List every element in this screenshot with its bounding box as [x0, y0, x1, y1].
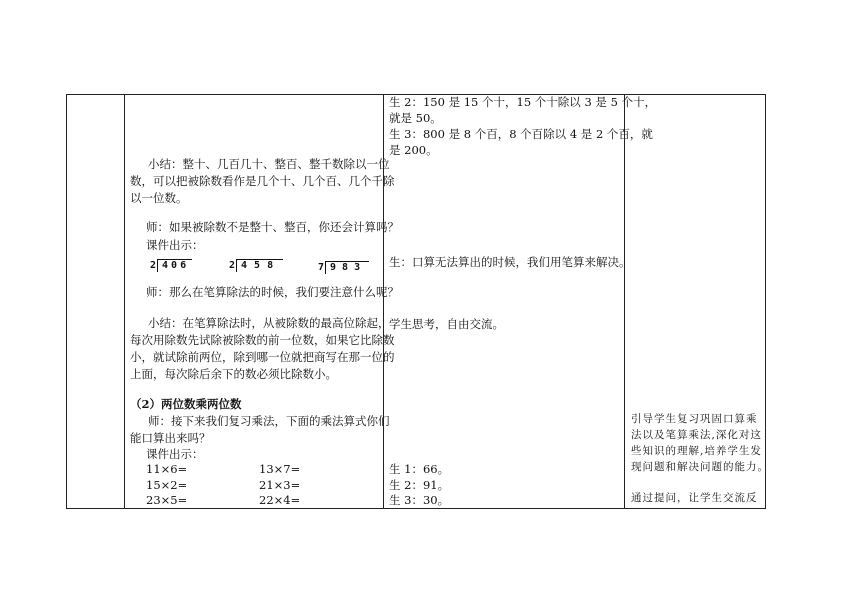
teacher-question-3-line2: 能口算出来吗？ [130, 431, 211, 445]
summary2-line4: 上面，每次除后余下的数必须比除数小。 [130, 367, 337, 381]
equation-5: 23×5= [146, 493, 188, 507]
teacher-question-3-line1: 师：接下来我们复习乘法，下面的乘法算式你们 [148, 414, 390, 428]
summary2-line3: 小，就试除前两位，除到哪一位就把商写在那一位的 [130, 350, 395, 364]
long-division-3 [318, 261, 369, 274]
summary1-line1: 小结：整十、几百几十、整百、整千数除以一位 [148, 157, 390, 171]
design-intent-line2: 法以及笔算乘法,深化对这 [631, 429, 762, 441]
summary2-line2: 每次用除数先试除被除数的前一位数，如果它比除数 [130, 333, 395, 347]
table-bottom-border [66, 508, 766, 509]
section-2-title: （2）两位数乘两位数 [130, 397, 242, 411]
dividend: 983 [325, 261, 369, 274]
equation-2: 13×7= [259, 462, 301, 476]
col-border-4 [765, 94, 766, 509]
design-intent-line1: 引导学生复习巩固口算乘 [631, 413, 758, 425]
col-border-1 [124, 94, 125, 509]
dividend: 458 [236, 259, 283, 272]
teacher-question-2: 师：那么在笔算除法的时候，我们要注意什么呢？ [146, 285, 399, 299]
student-response-written: 生：口算无法算出的时候，我们用笔算来解决。 [389, 255, 631, 269]
design-intent-line4: 现问题和解决问题的能力。 [631, 461, 769, 473]
divisor: 7 [318, 262, 325, 273]
courseware-label-2: 课件出示： [146, 447, 204, 461]
summary2-line1: 小结：在笔算除法时，从被除数的最高位除起， [148, 316, 390, 330]
dividend: 406 [157, 259, 192, 272]
student-response-line1: 生 2：150 是 15 个十，15 个十除以 3 是 5 个十， [389, 95, 657, 109]
summary1-line3: 以一位数。 [130, 191, 188, 205]
equation-1: 11×6= [146, 462, 188, 476]
design-intent-line3: 些知识的理解,培养学生发 [631, 445, 762, 457]
col-border-0 [66, 94, 67, 509]
long-division-1 [150, 259, 192, 272]
design-intent-line5: 通过提问，让学生交流反 [631, 492, 758, 504]
teacher-question-1: 师：如果被除数不是整十、整百，你还会计算吗？ [146, 220, 399, 234]
student-answer-1: 生 1：66。 [389, 462, 450, 476]
student-answer-2: 生 2：91。 [389, 478, 450, 492]
long-division-2 [229, 259, 283, 272]
equation-3: 15×2= [146, 478, 188, 492]
equation-6: 22×4= [259, 493, 301, 507]
divisor: 2 [150, 260, 157, 271]
student-response-line2: 就是 50。 [389, 111, 442, 125]
equation-4: 21×3= [259, 478, 301, 492]
col-border-3 [624, 94, 625, 509]
summary1-line2: 数，可以把被除数看作是几个十、几个百、几个千除 [130, 174, 395, 188]
student-response-line4: 是 200。 [389, 143, 438, 157]
student-response-think: 学生思考，自由交流。 [389, 317, 504, 331]
divisor: 2 [229, 260, 236, 271]
student-answer-3: 生 3：30。 [389, 493, 450, 507]
courseware-label-1: 课件出示： [146, 238, 204, 252]
student-response-line3: 生 3：800 是 8 个百，8 个百除以 4 是 2 个百，就 [389, 127, 653, 141]
